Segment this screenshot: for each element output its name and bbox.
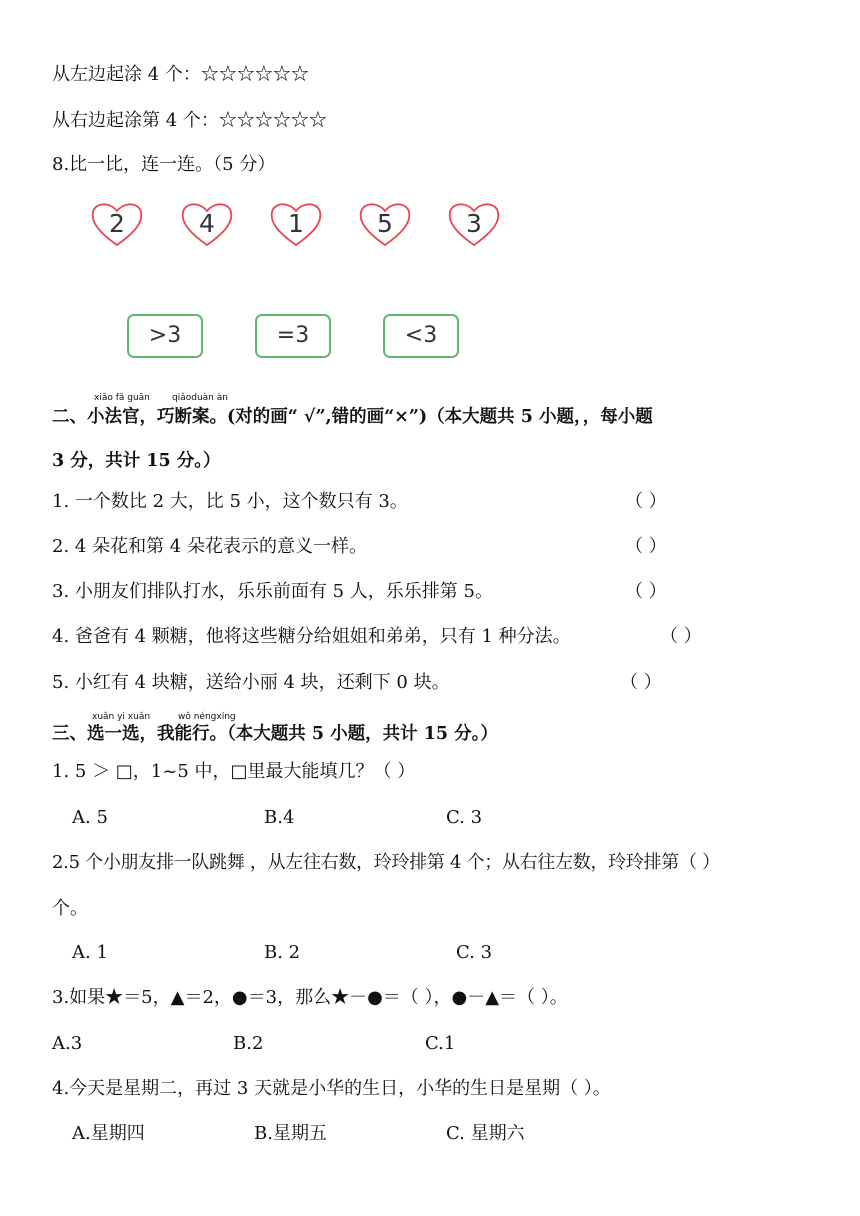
judge-item: 4. 爸爸有 4 颗糖，他将这些糖分给姐姐和弟弟，只有 1 种分法。 <box>52 626 571 647</box>
answer-parens[interactable]: （ ） <box>625 536 667 557</box>
answer-parens[interactable]: （ ） <box>625 581 667 602</box>
option-c[interactable]: C.1 <box>425 1033 456 1054</box>
heart-number: 3 <box>466 209 482 238</box>
judge-item: 3. 小朋友们排队打水，乐乐前面有 5 人，乐乐排第 5。 <box>52 581 493 602</box>
answer-parens[interactable]: （ ） <box>660 626 702 647</box>
star-question-1: 从左边起涂 4 个：☆☆☆☆☆☆ <box>52 64 309 85</box>
option-b[interactable]: B. 2 <box>264 942 301 963</box>
heart-shape <box>268 199 324 249</box>
option-c[interactable]: C. 星期六 <box>446 1123 525 1144</box>
option-b[interactable]: B.2 <box>233 1033 264 1054</box>
choice-question-3: 3.如果★＝5，▲＝2，●＝3，那么★－●＝（ ），●－▲＝（ ）。 <box>52 987 568 1008</box>
section2-title-cont: 3 分，共计 15 分。） <box>52 451 221 471</box>
option-a[interactable]: A. 1 <box>72 942 108 963</box>
heart-number: 2 <box>109 209 125 238</box>
option-b[interactable]: B.4 <box>264 807 295 828</box>
option-a[interactable]: A. 5 <box>72 807 108 828</box>
pinyin-annotation: xuǎn yi xuǎn <box>92 712 151 722</box>
option-c[interactable]: C. 3 <box>456 942 493 963</box>
option-a[interactable]: A.星期四 <box>72 1123 145 1144</box>
answer-parens[interactable]: （ ） <box>625 491 667 512</box>
star-question-2: 从右边起涂第 4 个：☆☆☆☆☆☆ <box>52 110 327 131</box>
heart-shape <box>179 199 235 249</box>
compare-box-lt[interactable]: <3 <box>383 314 459 358</box>
heart-shape <box>357 199 413 249</box>
judge-item: 1. 一个数比 2 大，比 5 小，这个数只有 3。 <box>52 491 408 512</box>
section2-title: 二、小法官，巧断案。(对的画“ √”,错的画“×”)（本大题共 5 小题，，每小题 <box>52 407 653 427</box>
pinyin-annotation: wǒ néngxíng <box>178 712 236 722</box>
heart-number: 4 <box>199 209 215 238</box>
q8-title: 8.比一比，连一连。（5 分） <box>52 154 276 175</box>
section3-title: 三、选一选，我能行。（本大题共 5 小题，共计 15 分。） <box>52 724 498 744</box>
judge-item: 2. 4 朵花和第 4 朵花表示的意义一样。 <box>52 536 367 557</box>
judge-item: 5. 小红有 4 块糖，送给小丽 4 块，还剩下 0 块。 <box>52 672 450 693</box>
answer-parens[interactable]: （ ） <box>620 672 662 693</box>
choice-question-2: 2.5 个小朋友排一队跳舞 ，从左往右数，玲玲排第 4 个；从右往左数，玲玲排第（ ） <box>52 852 720 873</box>
choice-question-4: 4.今天是星期二，再过 3 天就是小华的生日，小华的生日是星期（ ）。 <box>52 1078 611 1099</box>
compare-box-eq[interactable]: =3 <box>255 314 331 358</box>
option-c[interactable]: C. 3 <box>446 807 483 828</box>
compare-box-gt[interactable]: >3 <box>127 314 203 358</box>
heart-shape <box>446 199 502 249</box>
pinyin-annotation: xiǎo fǎ guān <box>94 393 150 403</box>
pinyin-annotation: qiǎoduàn àn <box>172 393 228 403</box>
heart-shape <box>89 199 145 249</box>
heart-number: 5 <box>377 209 393 238</box>
heart-number: 1 <box>288 209 304 238</box>
option-a[interactable]: A.3 <box>52 1033 83 1054</box>
option-b[interactable]: B.星期五 <box>254 1123 327 1144</box>
choice-question-2-cont: 个。 <box>52 898 88 919</box>
choice-question-1: 1. 5 ＞ □，1~5 中，□里最大能填几？（ ） <box>52 761 416 782</box>
